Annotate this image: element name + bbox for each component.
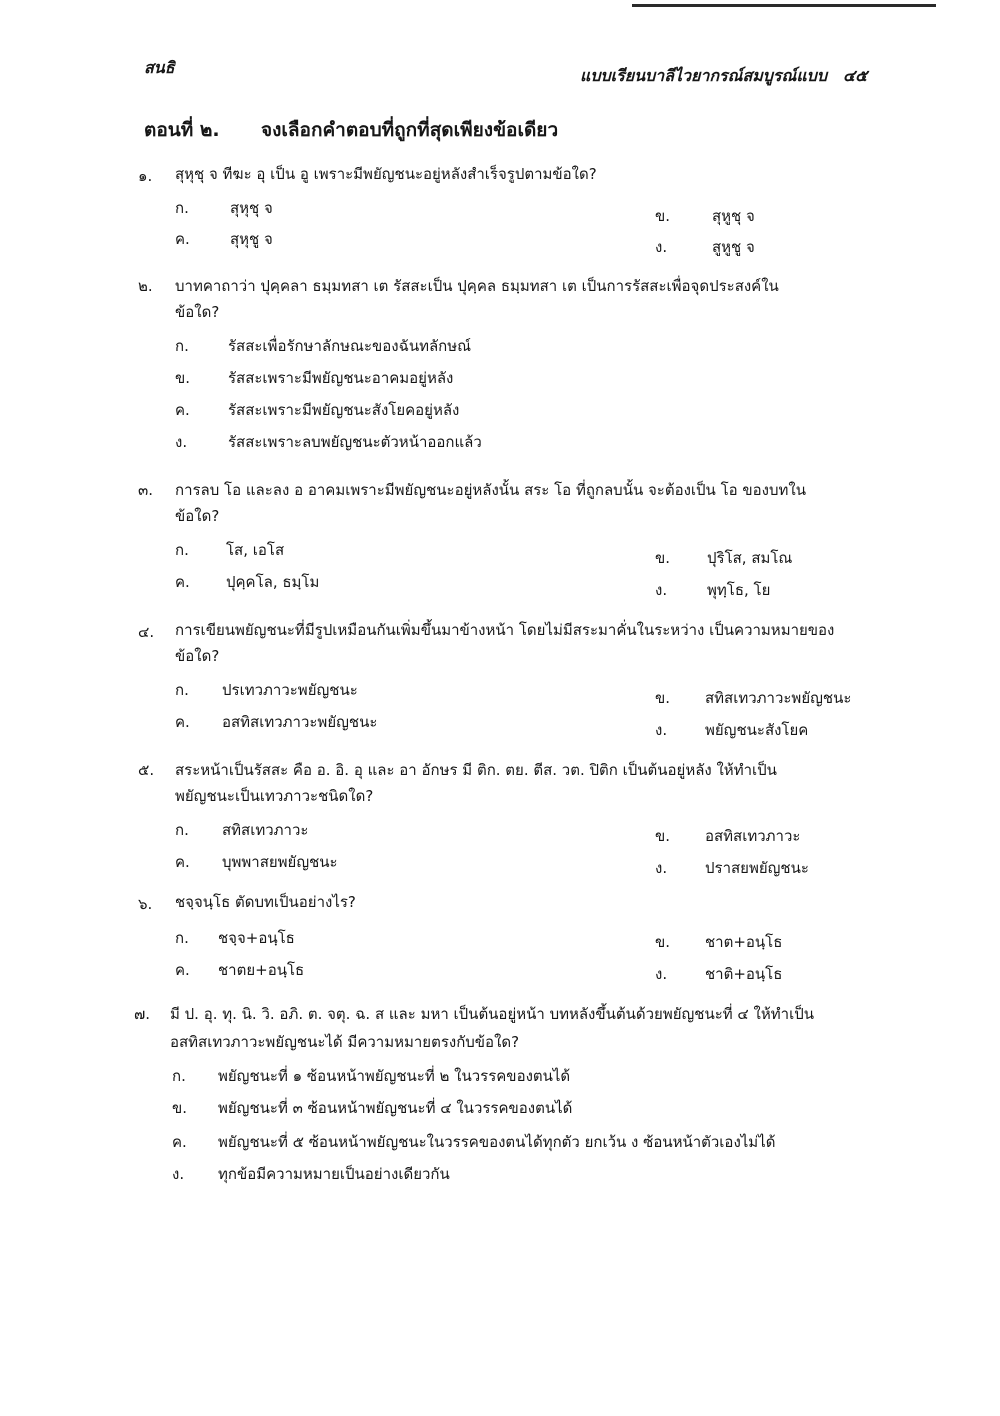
q7-option-d-text: ทุกข้อมีความหมายเป็นอย่างเดียวกัน [218,1165,450,1183]
q1-option-b-text: สุหูชุ จ [712,207,755,225]
q3-option-d-label: ง. [655,581,668,599]
q2-option-a-label: ก. [175,337,189,355]
q1-option-a-text: สุหุชุ จ [230,199,273,217]
q7-option-a-label: ก. [172,1067,186,1085]
q3-option-a-text: โส, เอโส [226,541,285,559]
q2-option-a-text: รัสสะเพื่อรักษาลักษณะของฉันทลักษณ์ [228,337,472,355]
question-3-stem-line-2: ข้อใด? [175,507,220,525]
q2-option-b-text: รัสสะเพราะมีพยัญชนะอาคมอยู่หลัง [228,369,454,387]
q3-option-b-text: ปุริโส, สมโณ [707,549,793,567]
q4-option-d-label: ง. [655,721,668,739]
q6-option-b-label: ข. [655,933,671,951]
q7-option-b-text: พยัญชนะที่ ๓ ซ้อนหน้าพยัญชนะที่ ๔ ในวรรคของตนได้ [218,1099,573,1117]
q7-option-d-label: ง. [172,1165,185,1183]
q7-option-b-label: ข. [172,1099,188,1117]
q5-option-c-text: บุพพาสยพยัญชนะ [222,853,338,871]
q4-option-d-text: พยัญชนะสังโยค [705,721,809,739]
question-6-number: ๖. [138,895,153,913]
q2-option-d-label: ง. [175,433,188,451]
question-4-stem-line-1: การเขียนพยัญชนะที่มีรูปเหมือนกันเพิ่มขึ้นมาข้างหน้า โดยไม่มีสระมาคั่นในระหว่าง เป็นความหมายของ [175,621,835,639]
q4-option-c-text: อสทิสเทวภาวะพยัญชนะ [222,713,378,731]
question-1-stem: สุหุชุ จ ทีฆะ อุ เป็น อู เพราะมีพยัญชนะอยู่หลังสำเร็จรูปตามข้อใด? [175,165,597,183]
q5-option-a-text: สทิสเทวภาวะ [222,821,309,839]
question-7-number: ๗. [134,1005,151,1023]
q2-option-c-text: รัสสะเพราะมีพยัญชนะสังโยคอยู่หลัง [228,401,460,419]
question-1-number: ๑. [138,167,153,185]
q5-option-b-label: ข. [655,827,671,845]
q6-option-b-text: ชาต+อนฺโธ [705,933,783,951]
q1-option-b-label: ข. [655,207,671,225]
q6-option-d-text: ชาติ+อนฺโธ [705,965,783,983]
section-instruction: จงเลือกคำตอบที่ถูกที่สุดเพียงข้อเดียว [261,119,559,141]
q5-option-b-text: อสทิสเทวภาวะ [705,827,801,845]
question-5-stem-line-2: พยัญชนะเป็นเทวภาวะชนิดใด? [175,787,374,805]
q7-option-c-label: ค. [172,1133,187,1151]
q6-option-a-label: ก. [175,929,189,947]
question-3-number: ๓. [138,481,154,499]
question-4-number: ๔. [138,623,155,641]
header-chapter: สนธิ [144,58,175,77]
question-5-stem-line-1: สระหน้าเป็นรัสสะ คือ อ. อิ. อุ และ อา อักษร มี ติก. ตย. ตีส. วต. ปิติก เป็นต้นอยู่หลัง ให้ทำเป็น [175,761,777,779]
q4-option-a-text: ปรเทวภาวะพยัญชนะ [222,681,358,699]
question-7-stem-line-1: มี ป. อุ. ทุ. นิ. วิ. อภิ. ต. จตุ. ฉ. ส และ มหา เป็นต้นอยู่หน้า บทหลังขึ้นต้นด้วยพยัญชนะที่ ๔ ให้ทำเป็น [170,1005,814,1023]
question-2-stem-line-2: ข้อใด? [175,303,220,321]
question-2-stem-line-1: บาทคาถาว่า ปุคฺคลา ธมฺมทสา เต รัสสะเป็น ปุคฺคล ธมฺมทสา เต เป็นการรัสสะเพื่อจุดประสงค์ใน [175,277,779,295]
q3-option-c-text: ปุคฺคโล, ธมฺโม [226,573,320,591]
q4-option-b-text: สทิสเทวภาวะพยัญชนะ [705,689,852,707]
q1-option-c-text: สุหุชู จ [230,230,273,248]
q3-option-a-label: ก. [175,541,189,559]
q2-option-d-text: รัสสะเพราะลบพยัญชนะตัวหน้าออกแล้ว [228,433,482,451]
q7-option-c-text: พยัญชนะที่ ๕ ซ้อนหน้าพยัญชนะในวรรคของตนได้ทุกตัว ยกเว้น ง ซ้อนหน้าตัวเองไม่ได้ [218,1133,776,1151]
question-6-stem: ชจฺจนฺโธ ตัดบทเป็นอย่างไร? [175,893,356,911]
page-number: ๔๕ [843,66,868,85]
q1-option-d-label: ง. [655,238,668,256]
q7-option-a-text: พยัญชนะที่ ๑ ซ้อนหน้าพยัญชนะที่ ๒ ในวรรคของตนได้ [218,1067,571,1085]
q1-option-a-label: ก. [175,199,189,217]
q1-option-c-label: ค. [175,230,190,248]
section-heading [144,118,558,142]
q2-option-c-label: ค. [175,401,190,419]
question-2-number: ๒. [138,277,153,295]
q4-option-a-label: ก. [175,681,189,699]
q6-option-c-text: ชาตย+อนฺโธ [218,961,305,979]
q4-option-c-label: ค. [175,713,190,731]
question-5-number: ๕. [138,761,155,779]
section-label: ตอนที่ ๒. [144,119,220,141]
q1-option-d-text: สูหูชู จ [712,238,755,256]
question-3-stem-line-1: การลบ โอ และลง อ อาคมเพราะมีพยัญชนะอยู่หลังนั้น สระ โอ ที่ถูกลบนั้น จะต้องเป็น โอ ของบทใน [175,481,806,499]
q6-option-c-label: ค. [175,961,190,979]
q5-option-d-text: ปราสยพยัญชนะ [705,859,809,877]
q3-option-b-label: ข. [655,549,671,567]
q5-option-d-label: ง. [655,859,668,877]
q5-option-c-label: ค. [175,853,190,871]
q6-option-a-text: ชจฺจ+อนฺโธ [218,929,295,947]
q4-option-b-label: ข. [655,689,671,707]
question-7-stem-line-2: อสทิสเทวภาวะพยัญชนะได้ มีความหมายตรงกับข้อใด? [170,1033,520,1051]
top-border-line [632,4,936,7]
q5-option-a-label: ก. [175,821,189,839]
q3-option-d-text: พุทฺโธ, โย [707,581,771,599]
header-book-title: แบบเรียนบาลีไวยากรณ์สมบูรณ์แบบ [580,66,827,85]
q6-option-d-label: ง. [655,965,668,983]
question-4-stem-line-2: ข้อใด? [175,647,220,665]
q3-option-c-label: ค. [175,573,190,591]
q2-option-b-label: ข. [175,369,191,387]
